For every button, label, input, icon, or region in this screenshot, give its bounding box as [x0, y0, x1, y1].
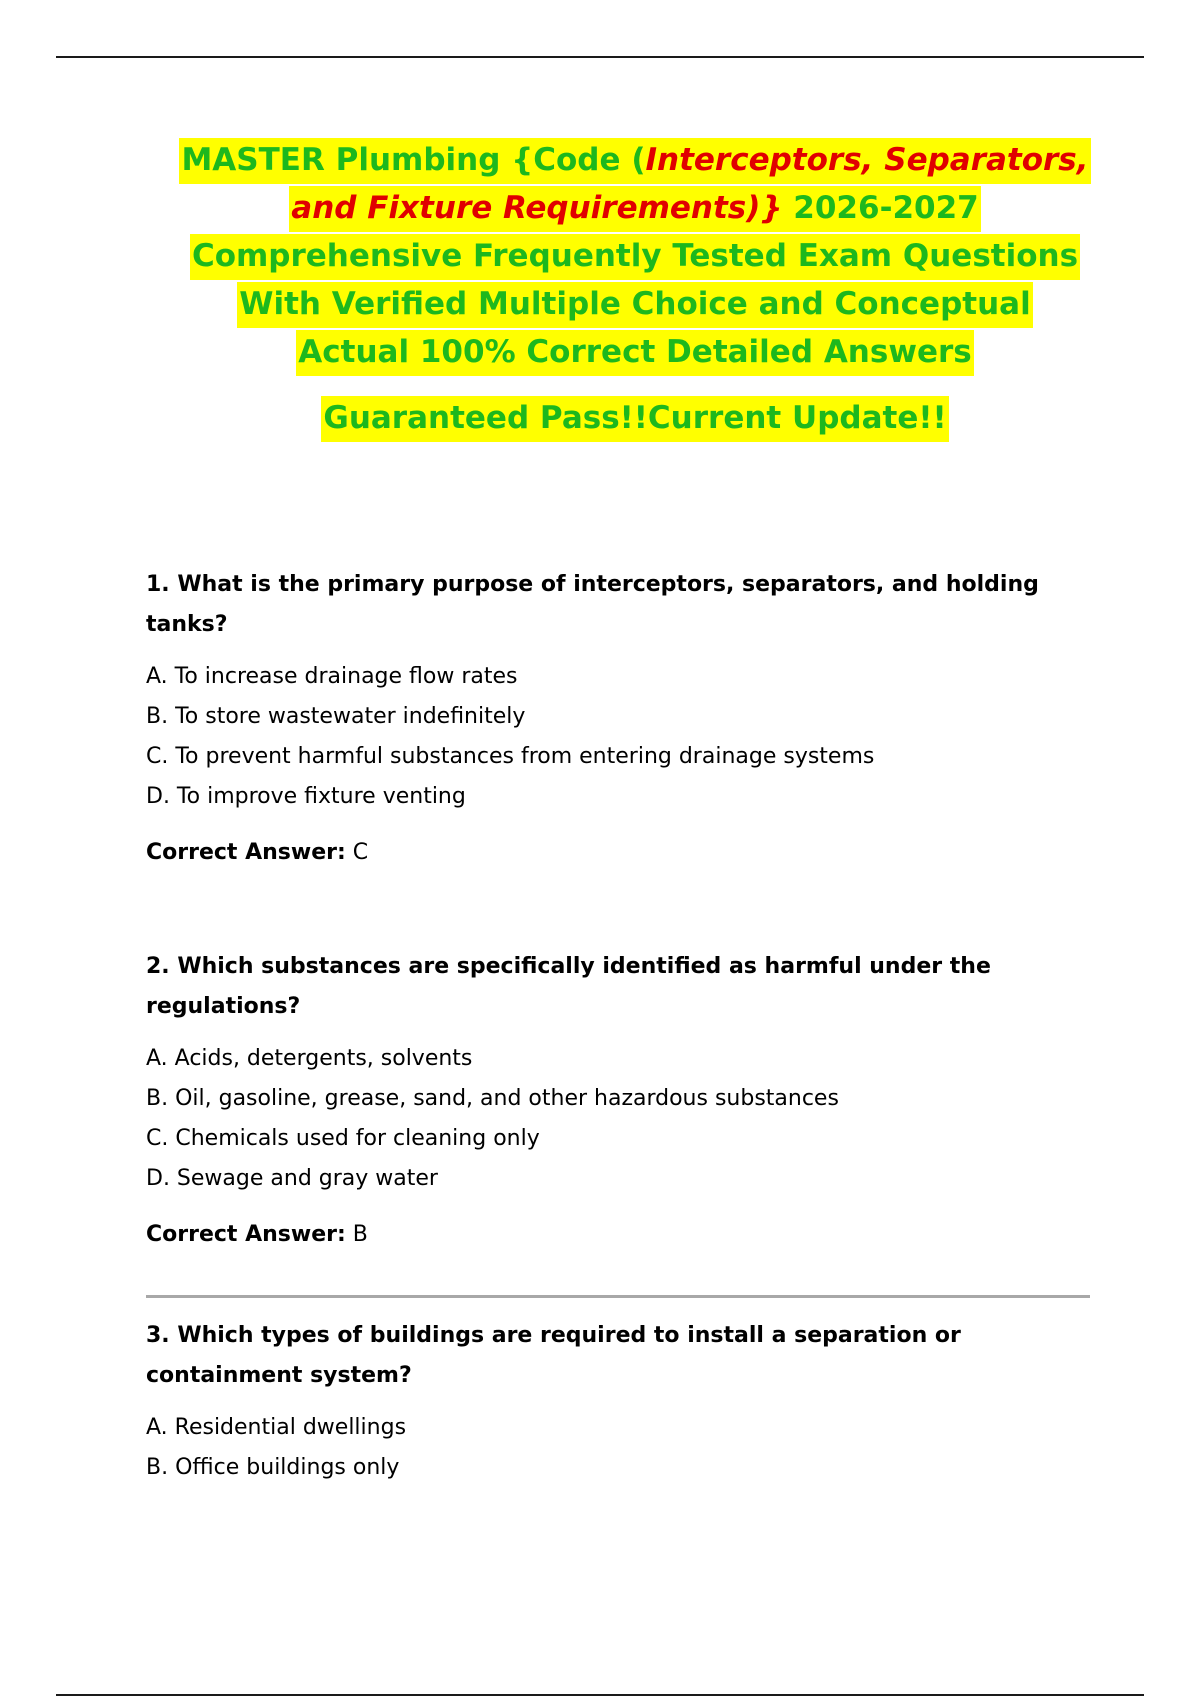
question-2-text: 2. Which substances are specifically identified as harmful under the regulations? — [146, 954, 991, 1019]
question-1-option-c: C. To prevent harmful substances from entering drainage systems — [146, 744, 875, 769]
question-block-2 — [146, 947, 1096, 1255]
question-1-answer — [146, 833, 1096, 873]
question-2-option-d: D. Sewage and gray water — [146, 1166, 438, 1191]
question-list — [146, 565, 1096, 1488]
question-3-option-a: A. Residential dwellings — [146, 1415, 407, 1440]
question-2-option-a: A. Acids, detergents, solvents — [146, 1046, 473, 1071]
title-line-3 — [150, 238, 1120, 274]
question-1-text: 1. What is the primary purpose of interceptors, separators, and holding tanks? — [146, 572, 1039, 637]
title-line-4-text: With Verified Multiple Choice and Conceptual — [237, 282, 1032, 328]
title-line-2-green: 2026-2027 — [782, 190, 979, 226]
document-title — [150, 142, 1120, 451]
title-line-1-green: MASTER Plumbing {Code ( — [181, 142, 646, 178]
question-1-option-a: A. To increase drainage flow rates — [146, 664, 518, 689]
question-2-option-b: B. Oil, gasoline, grease, sand, and other hazardous substances — [146, 1086, 839, 1111]
title-highlight-2 — [289, 186, 980, 232]
title-highlight-1 — [179, 138, 1090, 184]
question-2-answer — [146, 1215, 1096, 1255]
question-2-answer-value: B — [345, 1222, 368, 1247]
title-line-3-text: Comprehensive Frequently Tested Exam Questions — [190, 234, 1080, 280]
question-3-text: 3. Which types of buildings are required to install a separation or containment system? — [146, 1323, 961, 1388]
title-line-5 — [150, 334, 1120, 370]
question-2-option-c: C. Chemicals used for cleaning only — [146, 1126, 540, 1151]
page-bottom-rule — [56, 1694, 1144, 1696]
question-1-option-d: D. To improve fixture venting — [146, 784, 466, 809]
question-2-answer-label: Correct Answer: — [146, 1222, 346, 1247]
question-1-answer-value: C — [345, 840, 369, 865]
title-line-5-text: Actual 100% Correct Detailed Answers — [296, 330, 973, 376]
question-1-answer-label: Correct Answer: — [146, 840, 346, 865]
title-tagline-text: Guaranteed Pass!!Current Update!! — [321, 396, 948, 442]
page-top-rule — [56, 56, 1144, 58]
question-3-option-b: B. Office buildings only — [146, 1455, 400, 1480]
title-line-1 — [150, 142, 1120, 178]
question-block-1 — [146, 565, 1096, 873]
question-block-3 — [146, 1316, 1096, 1488]
section-divider — [146, 1295, 1090, 1298]
title-line-2 — [150, 190, 1120, 226]
title-line-1-red: Interceptors, Separators, — [645, 142, 1089, 178]
question-1-option-b: B. To store wastewater indefinitely — [146, 704, 526, 729]
title-tagline — [150, 400, 1120, 436]
title-line-4 — [150, 286, 1120, 322]
title-line-2-red: and Fixture Requirements)} — [291, 190, 783, 226]
